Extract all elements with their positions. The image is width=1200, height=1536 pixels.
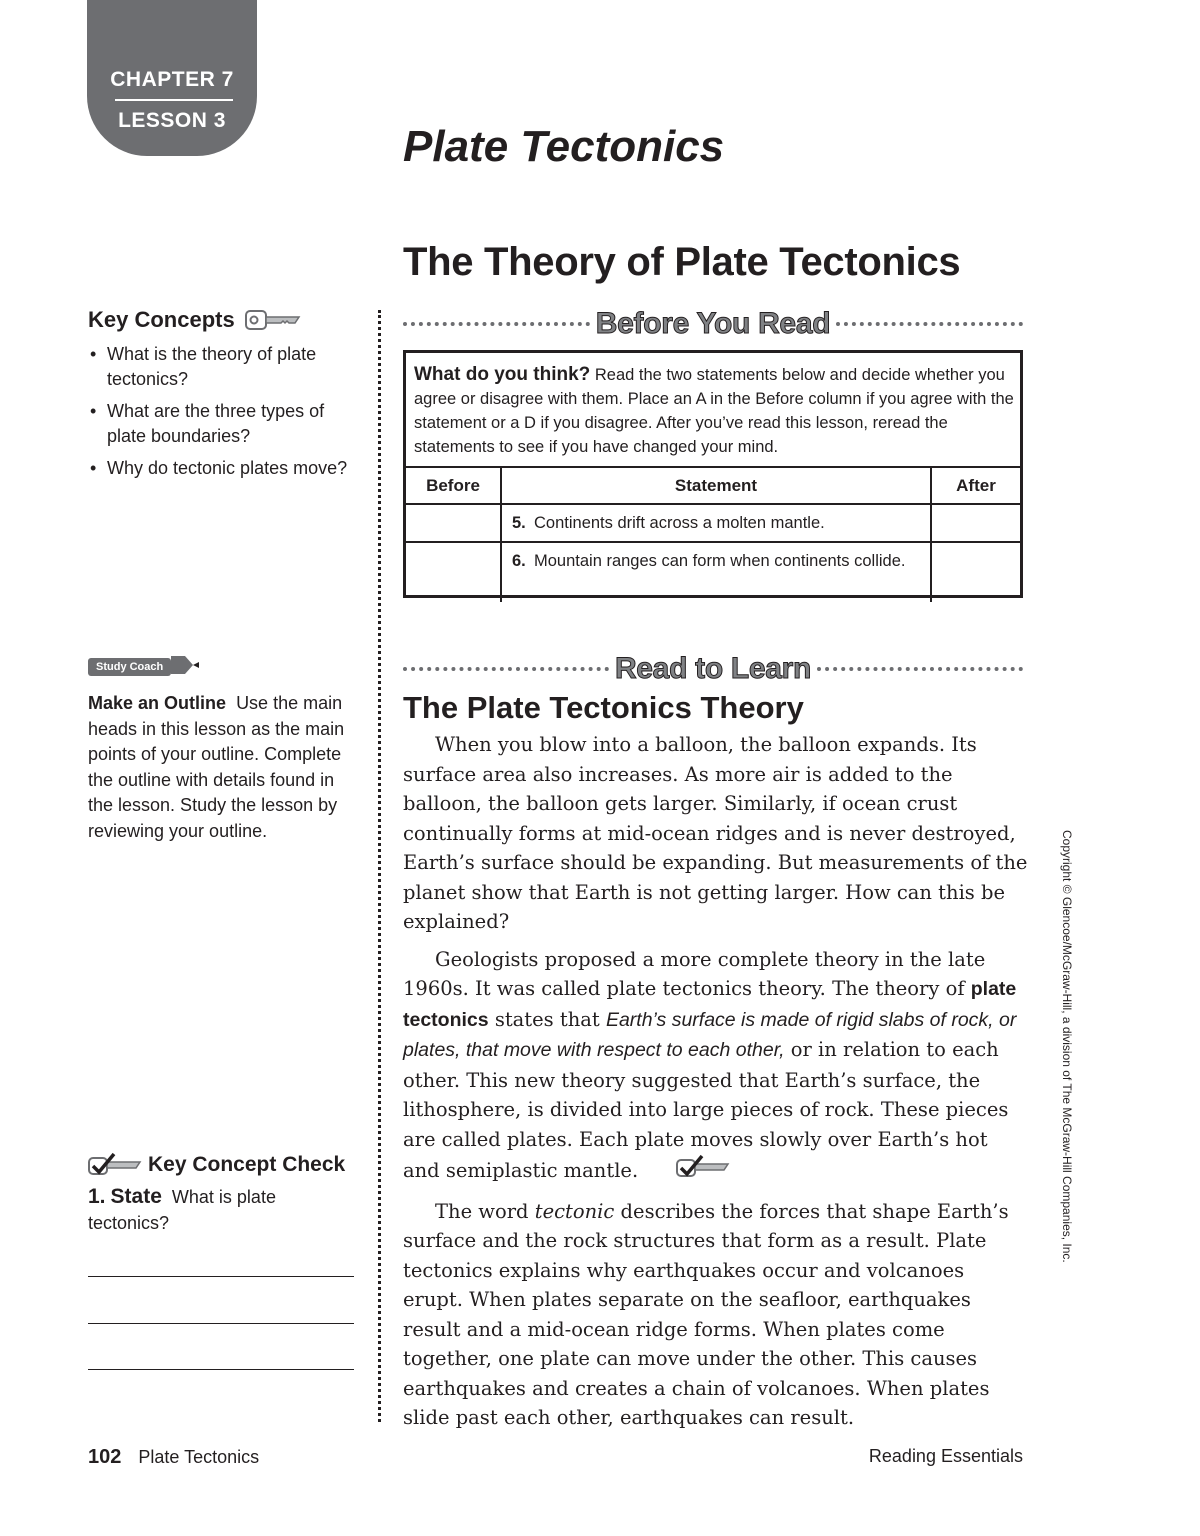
chapter-tab-divider bbox=[115, 99, 233, 101]
column-header-before: Before bbox=[406, 467, 501, 504]
banner-dots bbox=[403, 322, 590, 326]
paragraph-text: describes the forces that shape Earth’s surface and the rock structures that form as a result. Plate tectonics explains why earthquakes occur and volcanoes erupt. When plates separate on the seafloor, earthquakes result and a mid-ocean ridge forms. When plates come together, one plate can move under the other. This causes earthquakes and creates a chain of volcanoes. When plates slide past each other, earthquakes can result. bbox=[403, 1199, 1009, 1429]
study-coach-badge bbox=[88, 656, 201, 678]
study-coach-heading: Make an Outline bbox=[88, 693, 227, 713]
key-check-icon bbox=[88, 1152, 142, 1178]
banner-dots bbox=[403, 667, 609, 671]
paragraph-text: The word bbox=[435, 1199, 529, 1223]
key-concept-check-heading bbox=[88, 1152, 345, 1178]
key-concept-item: • Why do tectonic plates move? bbox=[88, 456, 358, 481]
study-coach-label: Study Coach bbox=[88, 658, 171, 676]
term-definition: Earth’s surface is made of rigid slabs of rock, or plates, that move with respect to each other, bbox=[403, 1008, 1017, 1061]
pencil-icon bbox=[171, 654, 201, 681]
paragraph-text: states that bbox=[494, 1007, 600, 1031]
answer-line[interactable] bbox=[88, 1369, 354, 1370]
key-concepts-heading bbox=[88, 307, 301, 333]
chapter-label: CHAPTER 7 bbox=[110, 68, 234, 91]
answer-line[interactable] bbox=[88, 1276, 354, 1277]
question-text: What is plate tectonics? bbox=[88, 1187, 276, 1233]
anticipation-intro bbox=[414, 363, 1018, 459]
key-concept-item: • What are the three types of plate boundaries? bbox=[88, 399, 358, 449]
footer-left bbox=[88, 1446, 259, 1469]
after-answer-cell[interactable] bbox=[931, 542, 1020, 602]
paragraph-2 bbox=[403, 945, 1028, 1189]
read-to-learn-banner bbox=[403, 652, 1023, 686]
section-heading: The Plate Tectonics Theory bbox=[403, 690, 804, 725]
paragraph-3 bbox=[403, 1197, 1028, 1433]
chapter-tab bbox=[87, 0, 257, 156]
statement-text: Continents drift across a molten mantle. bbox=[534, 514, 825, 532]
study-coach-text bbox=[88, 691, 360, 844]
table-header-row bbox=[406, 467, 1020, 504]
before-answer-cell[interactable] bbox=[406, 504, 501, 542]
before-answer-cell[interactable] bbox=[406, 542, 501, 602]
before-you-read-label: Before You Read bbox=[595, 307, 831, 340]
after-answer-cell[interactable] bbox=[931, 504, 1020, 542]
anticipation-intro-text: Read the two statements below and decide whether you agree or disagree with them. Place an A in the Before column if you agree with the statement or a D if you disagree. After you’ve read this lesson, reread the statements to see if you have changed your mind. bbox=[414, 366, 1014, 456]
column-header-statement: Statement bbox=[501, 467, 931, 504]
statement-text: Mountain ranges can form when continents collide. bbox=[534, 552, 906, 570]
key-check-icon bbox=[644, 1154, 730, 1189]
key-concept-item: • What is the theory of plate tectonics? bbox=[88, 342, 358, 392]
anticipation-intro-heading: What do you think? bbox=[414, 364, 591, 385]
read-to-learn-label: Read to Learn bbox=[614, 652, 812, 685]
anticipation-table bbox=[406, 466, 1020, 602]
answer-line[interactable] bbox=[88, 1323, 354, 1324]
key-concept-check-label: Key Concept Check bbox=[148, 1153, 346, 1176]
lesson-title: The Theory of Plate Tectonics bbox=[403, 240, 961, 284]
key-concepts-label: Key Concepts bbox=[88, 307, 235, 332]
key-concept-check-question bbox=[88, 1184, 360, 1236]
footer-book-title: Reading Essentials bbox=[868, 1446, 1023, 1466]
vocabulary-term: plate tectonics bbox=[403, 978, 1017, 1031]
study-coach-body: Use the main heads in this lesson as the main points of your outline. Complete the outline with details found in the lesson. Study the lesson by reviewing your outline. bbox=[88, 693, 345, 841]
statement-number: 6. bbox=[512, 552, 526, 570]
banner-dots bbox=[817, 667, 1023, 671]
page-title: Plate Tectonics bbox=[403, 122, 725, 171]
lesson-label: LESSON 3 bbox=[118, 109, 226, 132]
sidebar-divider bbox=[378, 310, 381, 1422]
table-row bbox=[406, 504, 1020, 542]
statement-cell bbox=[501, 542, 931, 602]
body-text bbox=[403, 730, 1028, 1433]
anticipation-guide bbox=[403, 350, 1023, 598]
statement-number: 5. bbox=[512, 514, 526, 532]
paragraph-1: When you blow into a balloon, the balloon expands. Its surface area also increases. As more air is added to the balloon, the balloon gets larger. Similarly, if ocean crust continually forms at mid-ocean ridges and is never destroyed, Earth’s surface should be expanding. But measurements of the planet show that Earth is not getting larger. How can this be explained? bbox=[403, 733, 1028, 933]
column-header-after: After bbox=[931, 467, 1020, 504]
page-number: 102 bbox=[88, 1446, 122, 1468]
table-row bbox=[406, 542, 1020, 602]
paragraph-text: or in relation to each other. This new theory suggested that Earth’s surface, the lithosphere, is divided into large pieces of rock. These pieces are called plates. Each plate moves slowly over Earth’s hot and semiplastic mantle. bbox=[403, 1038, 1009, 1182]
statement-cell bbox=[501, 504, 931, 542]
question-verb: State bbox=[110, 1185, 162, 1208]
copyright-notice: Copyright © Glencoe/McGraw-Hill, a division of The McGraw-Hill Companies, Inc. bbox=[1060, 830, 1074, 1263]
paragraph-text: Geologists proposed a more complete theory in the late 1960s. It was called plate tectonics theory. The theory of bbox=[403, 947, 986, 1000]
before-you-read-banner bbox=[403, 307, 1023, 341]
banner-dots bbox=[836, 322, 1023, 326]
key-concepts-list bbox=[88, 342, 358, 488]
footer-section: Plate Tectonics bbox=[138, 1447, 260, 1467]
emphasized-word: tectonic bbox=[534, 1199, 615, 1223]
key-icon bbox=[245, 309, 301, 331]
question-number: 1. bbox=[88, 1185, 106, 1208]
